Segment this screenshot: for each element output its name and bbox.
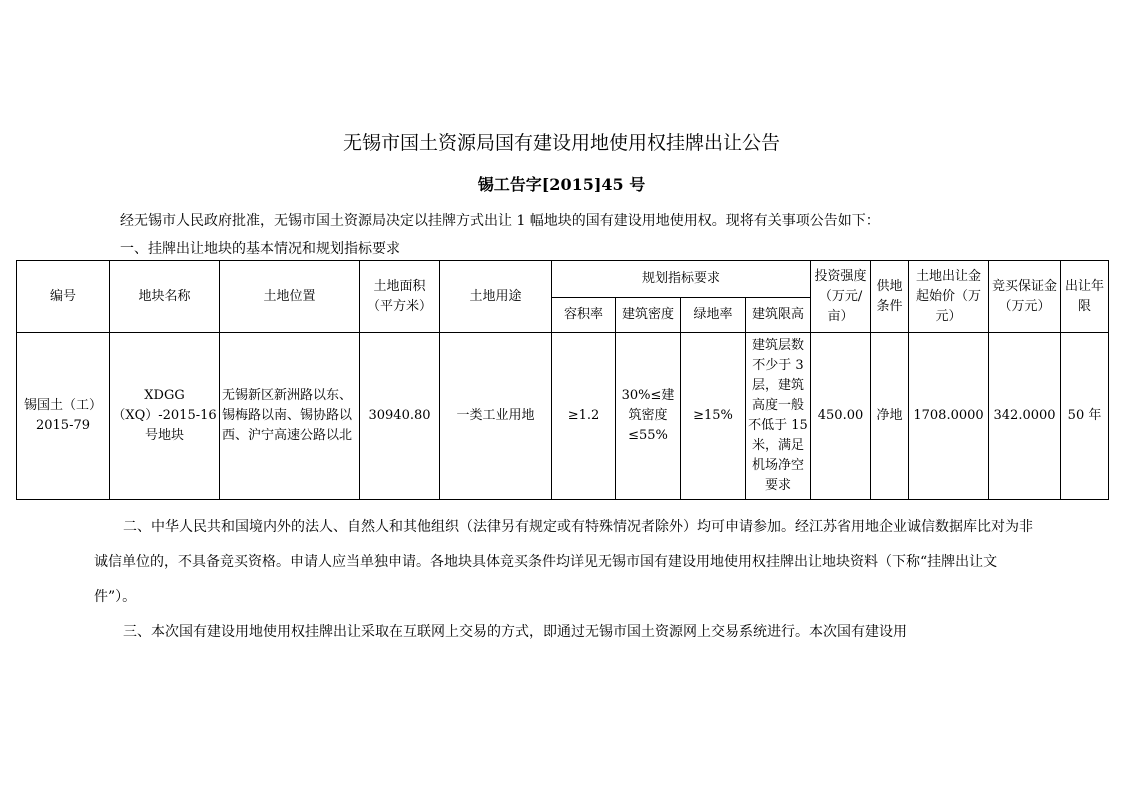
header-location: 土地位置 <box>220 261 360 333</box>
cell-far: ≥1.2 <box>552 333 616 500</box>
cell-term: 50 年 <box>1061 333 1109 500</box>
land-parcel-table <box>16 260 1109 500</box>
intro-paragraph: 经无锡市人民政府批准，无锡市国土资源局决定以挂牌方式出让 1 幅地块的国有建设用地使用权。现将有关事项公告如下： <box>120 213 880 229</box>
header-area: 土地面积（平方米） <box>360 261 440 333</box>
header-term: 出让年限 <box>1061 261 1109 333</box>
header-green: 绿地率 <box>681 298 746 333</box>
table-row <box>17 333 1109 500</box>
cell-deposit: 342.0000 <box>989 333 1061 500</box>
cell-location: 无锡新区新洲路以东、锡梅路以南、锡协路以西、沪宁高速公路以北 <box>220 333 360 500</box>
page-title: 无锡市国土资源局国有建设用地使用权挂牌出让公告 <box>342 132 780 154</box>
section3-paragraph: 三、本次国有建设用地使用权挂牌出让采取在互联网上交易的方式，即通过无锡市国土资源网上交易系统进行。本次国有建设用 <box>123 624 907 640</box>
header-start-price: 土地出让金起始价（万元） <box>909 261 989 333</box>
cell-investment: 450.00 <box>811 333 871 500</box>
header-supply: 供地条件 <box>871 261 909 333</box>
cell-use: 一类工业用地 <box>440 333 552 500</box>
header-planning: 规划指标要求 <box>552 261 811 298</box>
cell-start-price: 1708.0000 <box>909 333 989 500</box>
cell-name: XDGG（XQ）-2015-16 号地块 <box>110 333 220 500</box>
cell-supply: 净地 <box>871 333 909 500</box>
header-deposit: 竞买保证金（万元） <box>989 261 1061 333</box>
cell-area: 30940.80 <box>360 333 440 500</box>
header-height: 建筑限高 <box>746 298 811 333</box>
header-name: 地块名称 <box>110 261 220 333</box>
header-code: 编号 <box>17 261 110 333</box>
cell-density: 30%≤建筑密度≤55% <box>616 333 681 500</box>
header-density: 建筑密度 <box>616 298 681 333</box>
section1-heading: 一、挂牌出让地块的基本情况和规划指标要求 <box>120 241 400 257</box>
header-far: 容积率 <box>552 298 616 333</box>
cell-code: 锡国土（工）2015-79 <box>17 333 110 500</box>
cell-green: ≥15% <box>681 333 746 500</box>
header-use: 土地用途 <box>440 261 552 333</box>
section2-paragraph: 二、中华人民共和国境内外的法人、自然人和其他组织（法律另有规定或有特殊情况者除外）均可申请参加。经江苏省用地企业诚信数据库比对为非诚信单位的，不具备竞买资格。申请人应当单独申请。各地块具体竞买条件均详见无锡市国有建设用地使用权挂牌出让地块资料（下称“挂牌出让文件”）。 <box>94 519 1033 605</box>
cell-height: 建筑层数不少于 3 层，建筑高度一般不低于 15 米，满足机场净空要求 <box>746 333 811 500</box>
document-number: 锡工告字[2015]45 号 <box>477 175 646 194</box>
header-investment: 投资强度（万元/亩） <box>811 261 871 333</box>
